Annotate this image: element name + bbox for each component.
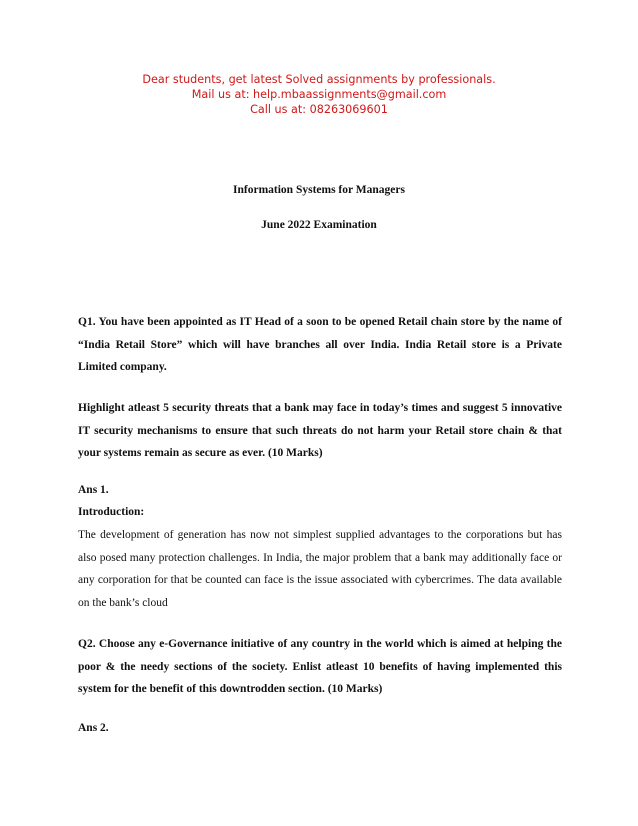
promo-header <box>0 72 638 117</box>
ans1-label: Ans 1. <box>78 484 109 496</box>
q1-question: Highlight atleast 5 security threats that a bank may face in today’s times and suggest 5 innovative IT security mechanisms to ensure that such threats do not harm your Retail store chain & that your systems remain as secure as ever. (10 Marks) <box>78 402 562 459</box>
promo-line-email: Mail us at: help.mbaassignments@gmail.com <box>191 88 447 101</box>
ans1-intro-text: The development of generation has now not simplest supplied advantages to the corporations but has also posed many protection challenges. In India, the major problem that a bank may additionally face or any corporation for that be counted can face is the issue associated with cybercrimes. The data available on the bank’s cloud <box>78 529 562 609</box>
q2-question: Q2. Choose any e-Governance initiative of any country in the world which is aimed at helping the poor & the needy sections of the society. Enlist atleast 10 benefits of having implemented this system for the benefit of this downtrodden section. (10 Marks) <box>78 638 562 695</box>
document-subtitle: June 2022 Examination <box>261 219 377 231</box>
ans1-intro-heading: Introduction: <box>78 506 145 518</box>
promo-line-students: Dear students, get latest Solved assignments by professionals. <box>142 73 496 86</box>
document-title: Information Systems for Managers <box>233 184 405 196</box>
q1-scenario: Q1. You have been appointed as IT Head of a soon to be opened Retail chain store by the name of “India Retail Store” which will have branches all over India. India Retail store is a Private Limited company. <box>78 316 562 373</box>
ans2-label: Ans 2. <box>78 722 109 734</box>
promo-line-phone: Call us at: 08263069601 <box>250 103 388 116</box>
